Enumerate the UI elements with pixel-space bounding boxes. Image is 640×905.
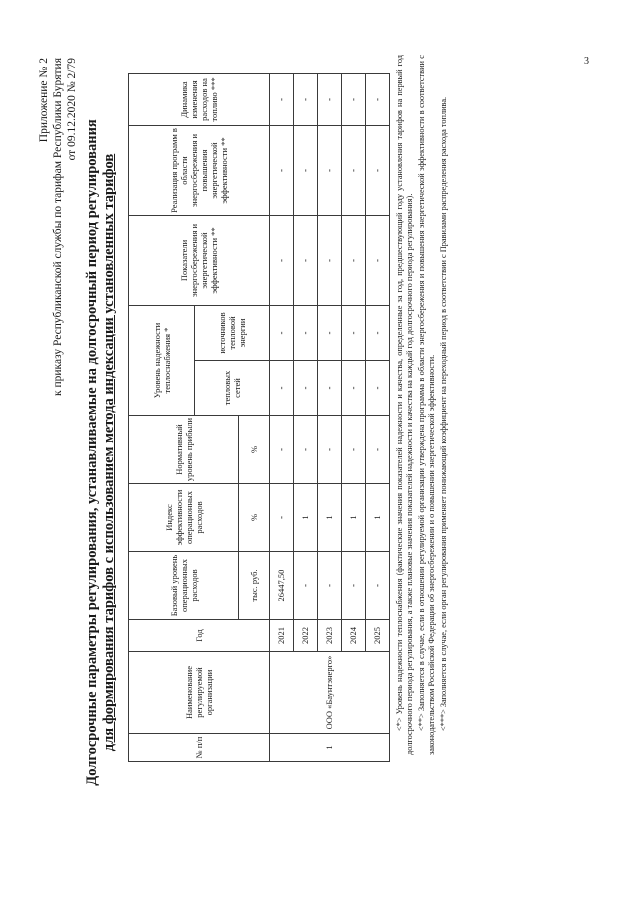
cell-index: 1: [293, 484, 317, 552]
appendix-header: [37, 58, 79, 396]
header-org: Наименование регулируемой организации: [129, 652, 270, 734]
cell-year: 2023: [317, 620, 341, 652]
footnotes: [395, 55, 450, 755]
header-dynamics: Динамика изменения расходов на топливо ***: [129, 73, 270, 125]
cell-sources: -: [365, 305, 389, 360]
header-reliability: Уровень надежности теплоснабжения *: [129, 305, 195, 415]
cell-dynamics: -: [365, 73, 389, 125]
cell-networks: -: [341, 361, 365, 416]
header-profit: Нормативный уровень прибыли: [129, 416, 239, 484]
cell-index: 1: [341, 484, 365, 552]
cell-sources: -: [293, 305, 317, 360]
cell-base: -: [293, 552, 317, 620]
header-row: [129, 73, 195, 761]
cell-sources: -: [269, 305, 293, 360]
footnote-3: <***> Заполняется в случае, если орган регулирования применяет понижающий коэффициент на переходный период в соответствии с Правилами распределения расхода топлива.: [438, 96, 448, 731]
cell-sources: -: [341, 305, 365, 360]
cell-networks: -: [365, 361, 389, 416]
cell-profit: -: [269, 416, 293, 484]
page-number: 3: [584, 56, 589, 67]
row-number: 1: [269, 734, 389, 762]
cell-sources: -: [317, 305, 341, 360]
cell-program: -: [341, 125, 365, 215]
cell-profit: -: [341, 416, 365, 484]
cell-profit: -: [317, 416, 341, 484]
cell-profit: -: [365, 416, 389, 484]
cell-program: -: [365, 125, 389, 215]
unit-base-level: тыс. руб.: [239, 552, 269, 620]
footnote-2: <**> Заполняется в случае, если в отношении регулируемой организации утверждена программа в области энергосбережения и повышения энергетической эффективности в соответствии с законодательством Российской Федерации об энергосбережении и о повышении энергетической эффективности.: [416, 55, 437, 755]
cell-program: -: [317, 125, 341, 215]
cell-dynamics: -: [317, 73, 341, 125]
cell-energy: -: [341, 215, 365, 305]
cell-base: -: [341, 552, 365, 620]
cell-networks: -: [293, 361, 317, 416]
unit-efficiency-index: %: [239, 484, 269, 552]
header-program: Реализация программ в области энергосбережения и повышения энергетической эффективности **: [129, 125, 270, 215]
header-reliability-networks: тепловых сетей: [195, 361, 269, 416]
title-line-2: для формирования тарифов с использованием метода индексации установленных тарифов: [101, 153, 117, 752]
cell-base: 26447,50: [269, 552, 293, 620]
cell-dynamics: -: [293, 73, 317, 125]
cell-networks: -: [317, 361, 341, 416]
header-num: № п/п: [129, 734, 270, 762]
org-name: ООО «Баунтэнерго»: [269, 652, 389, 734]
header-energy-indicators: Показатели энергосбережения и энергетической эффективности **: [129, 215, 270, 305]
parameters-table: [128, 73, 390, 762]
footnote-1: <*> Уровень надежности теплоснабжения (фактические значения показателей надежности и качества, определенные за год, предшествующий году установления тарифов на первый год долгосрочного периода регулирования, а также плановые значения показателей надежности и качества на каждый год долгосрочного периода регулирования).: [395, 55, 415, 755]
cell-energy: -: [269, 215, 293, 305]
appendix-line-2: к приказу Республиканской службы по тарифам Республики Бурятия: [52, 58, 64, 396]
header-base-level: Базовый уровень операционных расходов: [129, 552, 239, 620]
cell-energy: -: [293, 215, 317, 305]
title-line-1: Долгосрочные параметры регулирования, устанавливаемые на долгосрочный период регулирования: [84, 119, 100, 786]
cell-energy: -: [317, 215, 341, 305]
cell-index: 1: [317, 484, 341, 552]
cell-year: 2021: [269, 620, 293, 652]
header-efficiency-index: Индекс эффективности операционных расходов: [129, 484, 239, 552]
cell-program: -: [293, 125, 317, 215]
document-title: [84, 0, 118, 905]
header-year: Год: [129, 620, 270, 652]
cell-year: 2025: [365, 620, 389, 652]
cell-energy: -: [365, 215, 389, 305]
cell-networks: -: [269, 361, 293, 416]
cell-year: 2022: [293, 620, 317, 652]
cell-base: -: [365, 552, 389, 620]
cell-year: 2024: [341, 620, 365, 652]
appendix-line-3: от 09.12.2020 № 2/79: [66, 58, 78, 161]
cell-base: -: [317, 552, 341, 620]
header-reliability-sources: источников тепловой энергии: [195, 305, 269, 360]
cell-index: 1: [365, 484, 389, 552]
table-row: [269, 73, 293, 761]
cell-index: -: [269, 484, 293, 552]
cell-profit: -: [293, 416, 317, 484]
cell-dynamics: -: [269, 73, 293, 125]
unit-profit: %: [239, 416, 269, 484]
appendix-line-1: Приложение № 2: [38, 58, 50, 143]
cell-dynamics: -: [341, 73, 365, 125]
cell-program: -: [269, 125, 293, 215]
